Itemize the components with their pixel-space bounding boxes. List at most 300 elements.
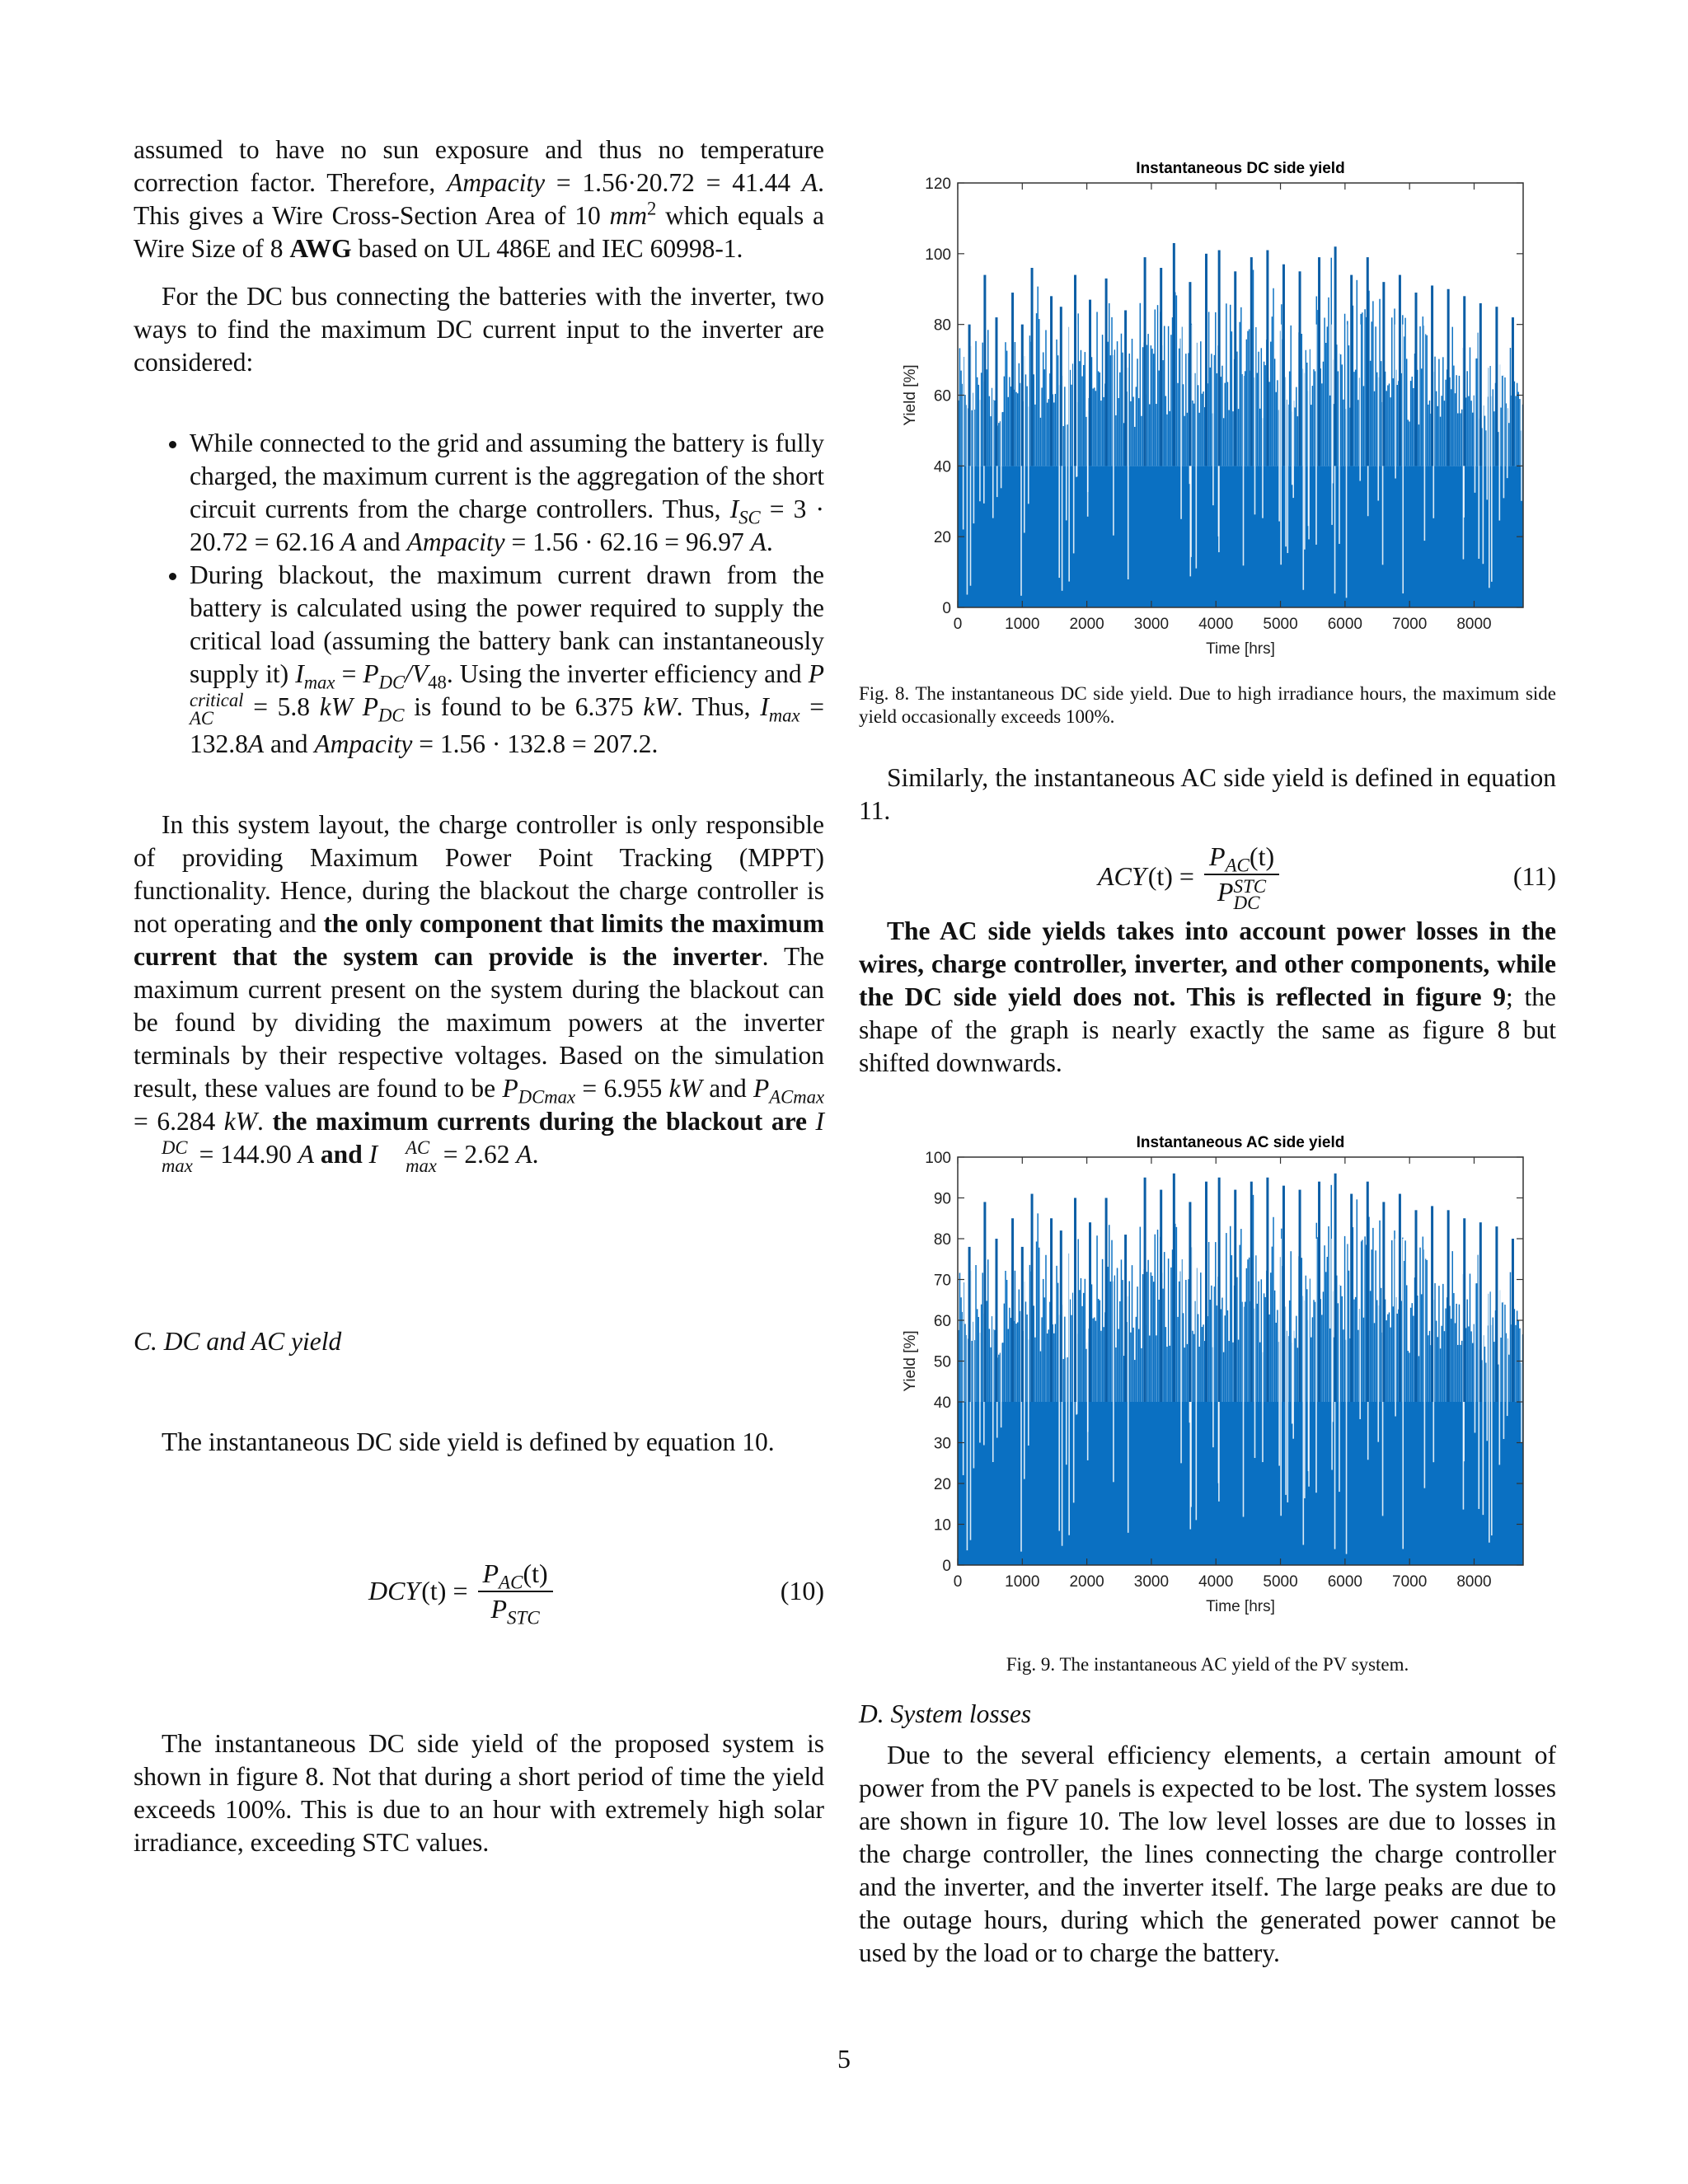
bar — [1246, 340, 1247, 466]
y-tick-label: 30 — [933, 1435, 951, 1453]
bar — [1223, 1352, 1224, 1402]
bar — [1291, 1251, 1292, 1402]
bar — [1325, 1272, 1326, 1402]
bar — [1434, 357, 1435, 466]
bar — [1036, 1241, 1037, 1402]
gap-mark — [1280, 1239, 1282, 1516]
bar — [1198, 1347, 1199, 1402]
bar — [1132, 1328, 1133, 1402]
bar — [1168, 326, 1169, 466]
bar — [1158, 1300, 1159, 1402]
bar — [1103, 397, 1104, 466]
bar — [1239, 322, 1240, 466]
bar — [1102, 1259, 1103, 1402]
gap-mark — [1028, 325, 1029, 504]
bar — [1230, 305, 1231, 466]
bar — [1136, 1317, 1137, 1402]
gap-mark — [1128, 325, 1129, 579]
bar — [1140, 1227, 1141, 1402]
bar — [1274, 359, 1275, 466]
bar — [1231, 331, 1232, 466]
bar — [1045, 330, 1046, 466]
x-tick-label: 6000 — [1327, 616, 1363, 633]
x-tick-label: 4000 — [1198, 1573, 1234, 1591]
gap-mark — [1304, 325, 1306, 550]
gap-mark — [1243, 1239, 1245, 1517]
bar — [1391, 1240, 1392, 1402]
peak-bar — [1479, 1222, 1482, 1402]
bullet-list — [134, 427, 824, 761]
gap-mark — [1475, 325, 1476, 493]
bar — [1413, 388, 1414, 466]
bar — [1210, 368, 1211, 466]
bar — [1312, 1317, 1313, 1402]
peak-bar — [1299, 1190, 1301, 1402]
bar — [1519, 1329, 1520, 1402]
peak-bar — [1105, 1198, 1108, 1403]
gap-mark — [967, 1239, 968, 1550]
bar — [1170, 335, 1171, 466]
bar — [1215, 1242, 1216, 1402]
bar — [1227, 1310, 1228, 1402]
gap-mark — [1196, 325, 1198, 569]
bar — [1211, 1286, 1212, 1402]
bar — [1270, 1272, 1271, 1402]
y-tick-label: 10 — [933, 1516, 951, 1535]
bar — [1238, 1340, 1239, 1402]
bar — [1092, 1319, 1093, 1402]
bar — [1325, 343, 1326, 466]
bar — [1440, 417, 1441, 466]
bar — [1119, 373, 1120, 466]
gap-mark — [1489, 325, 1490, 588]
bar — [1437, 406, 1438, 466]
bar — [1297, 416, 1298, 466]
bar — [1329, 396, 1330, 466]
gap-mark — [1521, 1239, 1522, 1442]
gap-mark — [1507, 1239, 1508, 1416]
bar — [1453, 366, 1454, 466]
bar — [1165, 1327, 1166, 1402]
bar — [1434, 1283, 1435, 1402]
bar — [1327, 326, 1328, 466]
gap-mark — [1066, 1239, 1067, 1465]
bar — [1168, 1258, 1169, 1402]
bar — [1294, 407, 1295, 466]
bar — [1357, 400, 1358, 466]
bar — [1255, 1255, 1256, 1402]
bar — [1057, 1283, 1058, 1402]
gap-mark — [1001, 1239, 1002, 1427]
bar — [1005, 342, 1006, 466]
peak-bar — [1205, 1182, 1207, 1402]
bar — [1323, 1291, 1324, 1402]
bar — [1418, 424, 1419, 466]
bar — [1029, 1265, 1030, 1402]
bar — [1096, 312, 1097, 466]
bar — [1504, 377, 1505, 466]
bar — [1436, 391, 1437, 466]
bar — [1224, 1315, 1225, 1402]
bar — [1121, 334, 1122, 466]
bar — [1228, 410, 1229, 466]
x-axis-label: Time [hrs] — [1206, 640, 1275, 658]
gap-mark — [1346, 325, 1348, 598]
bar — [1085, 1349, 1086, 1402]
peak-bar — [1124, 1235, 1127, 1402]
bar — [1215, 312, 1216, 466]
bar — [1017, 393, 1018, 466]
x-tick-label: 3000 — [1133, 1573, 1170, 1591]
bar — [1130, 401, 1131, 466]
bar — [1236, 1277, 1237, 1402]
bar — [1274, 1291, 1275, 1402]
peak-bar — [1218, 251, 1221, 466]
bar — [1176, 1227, 1177, 1402]
x-tick-label: 3000 — [1133, 616, 1170, 633]
bar — [1472, 413, 1473, 466]
gap-mark — [1076, 1239, 1078, 1414]
bar — [1162, 360, 1163, 466]
bar — [1149, 1336, 1150, 1402]
bar — [1276, 392, 1277, 466]
gap-mark — [1024, 1239, 1025, 1479]
bar — [1110, 355, 1111, 466]
y-tick-label: 0 — [942, 1558, 951, 1575]
bar — [960, 1297, 961, 1402]
bar — [1095, 1321, 1096, 1402]
bar — [1111, 317, 1112, 466]
bar — [1227, 382, 1228, 466]
bar — [1410, 381, 1411, 466]
bar — [1312, 386, 1313, 466]
bar — [1151, 1276, 1152, 1402]
peak-bar — [1234, 271, 1236, 466]
bar — [1026, 1315, 1027, 1402]
bar — [959, 348, 960, 466]
chart-title: Instantaneous AC side yield — [1136, 1134, 1345, 1151]
bar — [987, 1259, 988, 1402]
bar — [1338, 371, 1339, 466]
peak-bar — [1218, 1178, 1221, 1402]
bar — [1006, 351, 1007, 466]
bar — [1515, 396, 1516, 466]
peak-bar — [1234, 1190, 1236, 1402]
bar — [971, 1341, 972, 1402]
bar — [1134, 427, 1135, 466]
peak-bar — [1382, 282, 1385, 466]
bar — [1015, 392, 1016, 466]
bar — [1389, 383, 1390, 466]
bar — [1355, 370, 1356, 466]
bar — [1185, 354, 1186, 466]
bar — [1009, 1308, 1010, 1402]
bar — [990, 1347, 991, 1402]
bar — [1452, 1251, 1453, 1402]
bar — [1363, 386, 1364, 466]
bar — [1224, 383, 1225, 466]
figure-8 — [859, 142, 1556, 669]
bar — [1461, 410, 1462, 466]
bar — [1518, 392, 1519, 466]
equation-11: ACY (t) = $P_{AC}(t)$ P STC DC (11) — [859, 839, 1556, 913]
bar — [986, 1301, 987, 1402]
bar — [1098, 1299, 1099, 1402]
bar — [1438, 359, 1439, 466]
gap-mark — [1359, 325, 1361, 481]
gap-mark — [1212, 325, 1214, 505]
bar — [1301, 1258, 1302, 1402]
bar — [971, 410, 972, 466]
gap-mark — [1424, 1239, 1426, 1488]
bar — [1393, 1306, 1394, 1402]
y-axis-label: Yield [%] — [902, 364, 919, 426]
bar — [1259, 409, 1260, 466]
bar — [1357, 1330, 1358, 1402]
y-tick-label: 0 — [942, 600, 951, 617]
bar — [960, 371, 961, 466]
bar — [1010, 1318, 1011, 1402]
bar — [1324, 317, 1325, 466]
bar — [975, 1265, 976, 1402]
bar — [1095, 391, 1096, 466]
peak-bar — [1447, 1210, 1450, 1402]
page-number: 5 — [837, 2044, 851, 2074]
bar — [1183, 1313, 1184, 1402]
bar — [1259, 1343, 1260, 1402]
series-base-block — [958, 466, 1523, 607]
bar — [1100, 401, 1101, 466]
peak-bar — [1415, 1210, 1418, 1402]
x-tick-label: 0 — [953, 616, 963, 633]
bar — [1019, 363, 1020, 466]
bar — [1040, 1352, 1041, 1402]
bar — [1510, 348, 1511, 466]
bar — [1444, 1331, 1445, 1402]
chart-ac-yield — [859, 1116, 1556, 1627]
y-tick-label: 50 — [933, 1353, 951, 1371]
y-tick-label: 80 — [933, 1231, 951, 1249]
bar — [1493, 411, 1494, 466]
bar — [1323, 362, 1324, 466]
bar — [1083, 365, 1084, 466]
bar — [1344, 314, 1345, 466]
bar — [1177, 1317, 1178, 1402]
bar — [1056, 340, 1057, 466]
bar — [1122, 353, 1123, 466]
x-tick-label: 0 — [953, 1573, 963, 1591]
bar — [1002, 1343, 1003, 1402]
bar — [1500, 1338, 1501, 1402]
bar — [1098, 371, 1099, 466]
bar — [1327, 1257, 1328, 1402]
bar — [1466, 371, 1467, 466]
x-tick-label: 1000 — [1005, 616, 1040, 633]
gap-mark — [1486, 325, 1488, 500]
bullet-blackout: • During blackout, the maximum current drawn from the battery is calculated using the power required to supply the critical load (assuming the battery bank can instantaneously supply it) $I_{max} = P_{DC}/V_{48}$. Using the inverter efficiency and P critical AC = 5.8 kW $P_{DC}$ is found to be 6.375 kW. Thus, $I_{max} = 132.8A$ and Ampacity = 1.56 · 132.8 = 207.2. — [190, 559, 824, 761]
gap-mark — [1302, 1239, 1304, 1545]
gap-mark — [1262, 1239, 1264, 1462]
gap-mark — [1339, 1239, 1340, 1492]
gap-mark — [1292, 1239, 1294, 1439]
bar — [964, 395, 965, 466]
bar — [1249, 1258, 1250, 1402]
bar — [998, 423, 999, 466]
peak-bar — [1144, 1178, 1146, 1402]
bar — [1397, 385, 1398, 466]
y-tick-label: 90 — [933, 1190, 951, 1208]
bar — [1231, 1255, 1232, 1402]
bar — [1421, 368, 1422, 466]
bar — [1081, 1306, 1082, 1402]
gap-mark — [1278, 325, 1280, 522]
paragraph-ac-yield-def: Similarly, the instantaneous AC side yield is defined in equation 11. — [859, 763, 1556, 825]
peak-bar — [1318, 257, 1320, 466]
bar — [989, 1329, 990, 1402]
gap-mark — [1491, 325, 1493, 582]
gap-mark — [1308, 1239, 1310, 1487]
bar — [1192, 1331, 1193, 1402]
bar — [1272, 1247, 1273, 1402]
bar — [1476, 359, 1477, 466]
gap-mark — [1066, 325, 1067, 521]
bullet-grid-connected: • While connected to the grid and assuming the battery is fully charged, the maximum current is the aggregation of the short circuit currents from the charge controllers. Thus, $I_{SC} = 3 \cdot 20.72 = 62.16$ A and Ampacity = 1.56 · 62.16 = 96.97 A. — [190, 427, 824, 559]
bar — [1461, 1341, 1462, 1402]
bar — [1029, 335, 1030, 466]
bar — [1429, 401, 1430, 466]
bar — [1519, 399, 1520, 466]
peak-bar — [995, 317, 997, 466]
bar — [1348, 1271, 1349, 1402]
bar — [1183, 384, 1184, 466]
bar — [1114, 349, 1115, 466]
bar — [1115, 1347, 1116, 1402]
bar — [1047, 1333, 1048, 1402]
bar — [1257, 1304, 1258, 1402]
bar — [1404, 1240, 1405, 1402]
peak-bar — [1266, 1178, 1268, 1402]
bar — [1004, 1304, 1005, 1402]
bar — [1484, 1347, 1485, 1402]
bar — [1037, 1213, 1038, 1402]
bar — [1162, 1289, 1163, 1402]
bar — [1468, 396, 1469, 466]
bar — [1100, 1331, 1101, 1402]
bar — [1211, 354, 1212, 466]
bar — [1389, 1312, 1390, 1402]
bar — [1253, 1195, 1254, 1402]
peak-bar — [1060, 1230, 1062, 1402]
peak-bar — [1282, 1186, 1285, 1402]
bar — [1277, 380, 1278, 466]
peak-bar — [1495, 1226, 1498, 1402]
bar — [1321, 1315, 1322, 1402]
peak-bar — [1250, 257, 1253, 466]
x-tick-label: 8000 — [1456, 1573, 1492, 1591]
bar — [1364, 309, 1365, 466]
bar — [1370, 361, 1371, 466]
bar — [1305, 350, 1306, 466]
bar — [1406, 359, 1407, 466]
peak-bar — [1266, 251, 1268, 466]
bar — [1077, 313, 1078, 466]
bar — [1166, 415, 1167, 466]
bar — [1240, 307, 1241, 466]
bar — [1374, 391, 1375, 466]
peak-bar — [1250, 1182, 1253, 1402]
bar — [1185, 1280, 1186, 1402]
gap-mark — [1395, 325, 1396, 479]
bar — [1413, 1316, 1414, 1402]
bar — [1138, 1329, 1139, 1402]
peak-bar — [1431, 1206, 1433, 1402]
gap-mark — [1346, 1239, 1348, 1554]
bar — [1510, 1272, 1511, 1402]
bar — [1301, 334, 1302, 466]
bar — [1193, 404, 1194, 466]
bar — [1418, 1356, 1419, 1402]
bar — [1247, 1259, 1248, 1402]
peak-bar — [1205, 254, 1207, 466]
bar — [1264, 1297, 1265, 1402]
gap-mark — [1331, 1239, 1333, 1470]
bar — [1117, 1268, 1118, 1402]
gap-mark — [1076, 325, 1078, 476]
x-tick-label: 8000 — [1456, 616, 1492, 633]
bar — [1452, 327, 1453, 466]
peak-bar — [1060, 307, 1062, 466]
peak-bar — [1367, 1182, 1369, 1402]
gap-mark — [1212, 1239, 1214, 1447]
bar — [1015, 1324, 1016, 1402]
gap-mark — [1287, 325, 1288, 553]
peak-bar — [1021, 325, 1024, 466]
bar — [1006, 1280, 1007, 1402]
bar — [1472, 1343, 1473, 1402]
bar — [1305, 1276, 1306, 1402]
bar — [1010, 387, 1011, 466]
peak-bar — [1074, 1198, 1076, 1403]
gap-mark — [1113, 1239, 1114, 1482]
x-axis-label: Time [hrs] — [1206, 1598, 1275, 1615]
bar — [1340, 1286, 1341, 1402]
bar — [1353, 1300, 1354, 1402]
bar — [1146, 345, 1147, 466]
bar — [1153, 1282, 1154, 1402]
gap-mark — [1315, 1239, 1317, 1493]
bar — [1412, 1303, 1413, 1402]
bar — [1238, 409, 1239, 466]
bar — [1119, 1301, 1120, 1402]
bar — [1379, 299, 1380, 466]
bar — [1247, 331, 1248, 466]
gap-mark — [1304, 1239, 1306, 1498]
gap-mark — [1302, 325, 1304, 590]
bar — [1103, 1327, 1104, 1402]
chart-title: Instantaneous DC side yield — [1136, 160, 1345, 177]
bar — [1149, 404, 1150, 466]
peak-bar — [1160, 1190, 1162, 1402]
y-axis-label: Yield [%] — [902, 1330, 919, 1392]
bar — [1115, 415, 1116, 466]
bar — [1253, 269, 1254, 466]
bar — [1048, 399, 1049, 466]
gap-mark — [1285, 325, 1287, 547]
bar — [1164, 1252, 1165, 1402]
bar — [1155, 1235, 1156, 1402]
bar — [1508, 423, 1509, 466]
gap-mark — [1503, 325, 1505, 499]
